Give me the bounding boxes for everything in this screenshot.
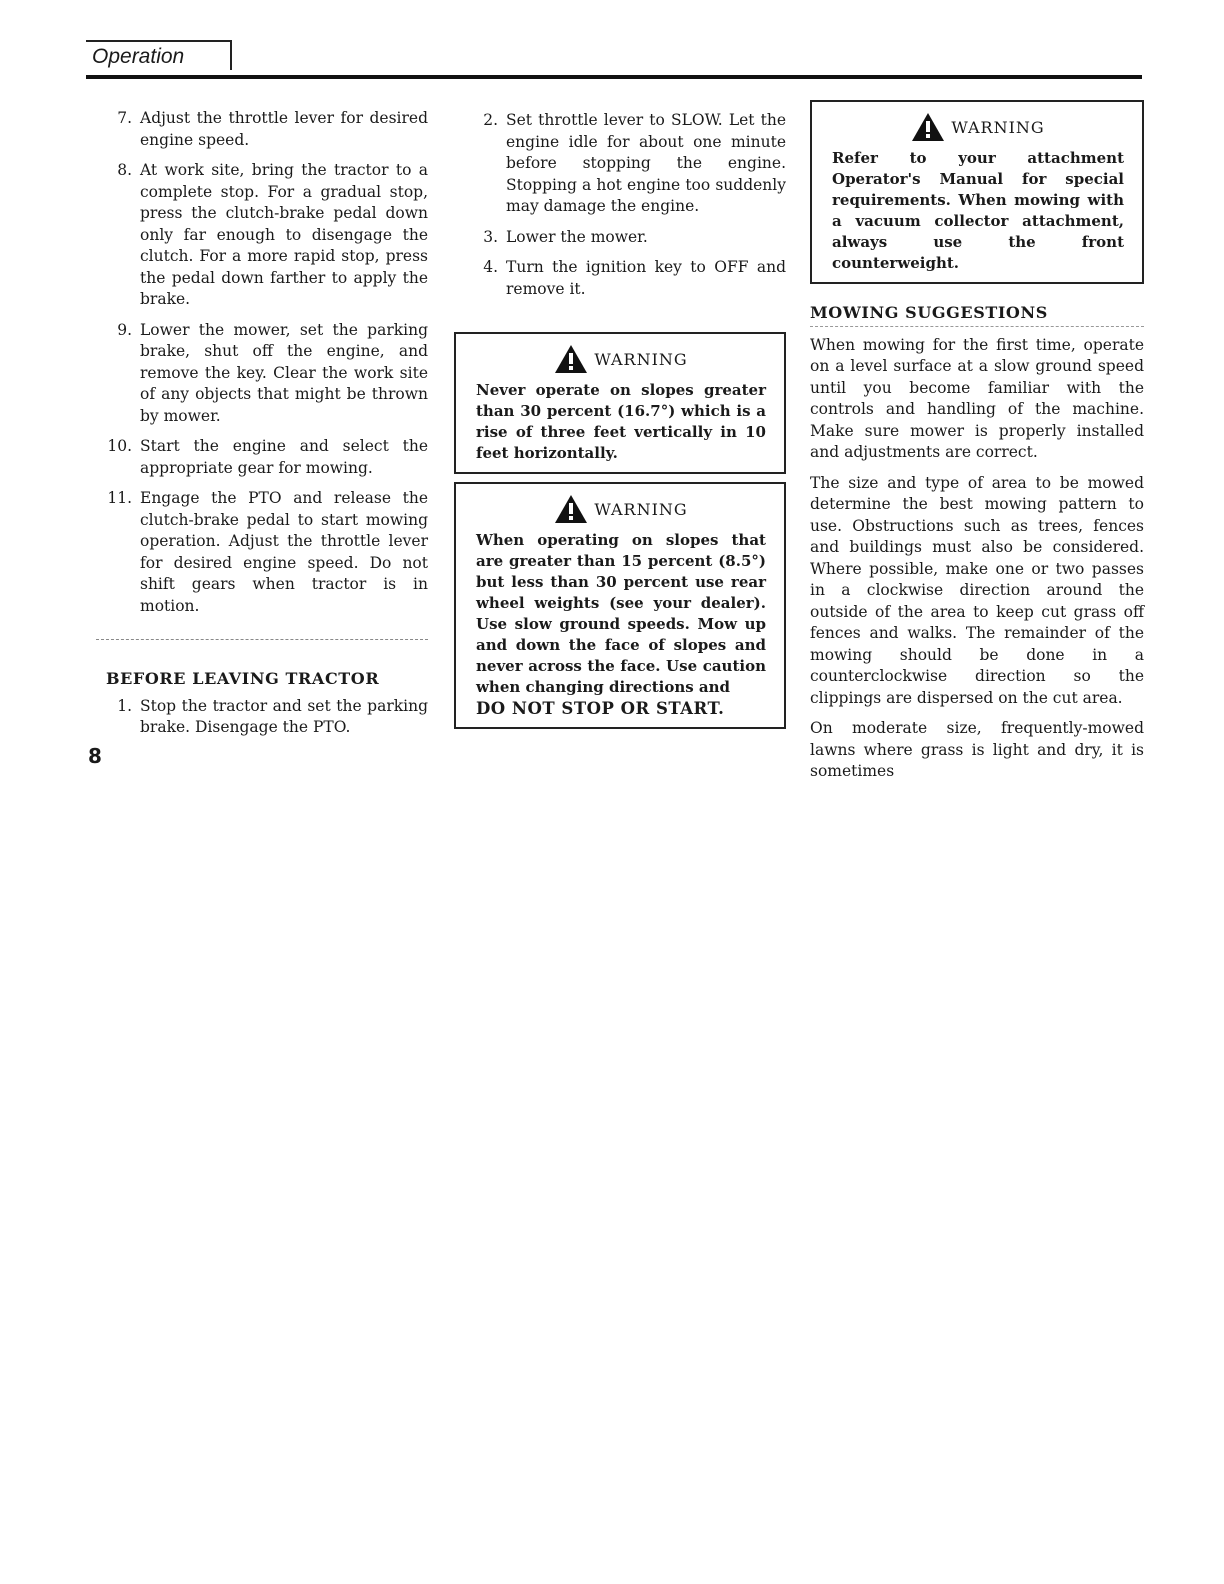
warning-title <box>832 112 1124 142</box>
mowing-suggestions-heading: MOWING SUGGESTIONS <box>810 302 1144 327</box>
step-item <box>106 108 428 151</box>
step-number: 1. <box>117 696 132 715</box>
warning-triangle-icon <box>554 494 588 524</box>
warning-triangle-icon <box>554 344 588 374</box>
step-text: Turn the ignition key to OFF and remove it. <box>506 258 786 298</box>
step-item <box>106 320 428 428</box>
step-number: 2. <box>483 111 498 129</box>
step-item <box>472 110 786 218</box>
section-header-tab <box>86 40 232 70</box>
warning-title-text: WARNING <box>594 499 688 519</box>
warning-box-slopes-15 <box>454 482 786 729</box>
paragraph: The size and type of area to be mowed determine the best mowing pattern to use. Obstructions such as trees, fences and buildings must also be considered. Where possible, make one or two passes in a clockwise direction around the outside of the area to keep cut grass off fences and walks. The remainder of the mowing should be done in a counterclockwise direction so the clippings are dispersed on the cut area. <box>810 473 1144 707</box>
page-number: 8 <box>88 744 102 768</box>
step-number: 4. <box>483 258 498 276</box>
step-text: Set throttle lever to SLOW. Let the engine idle for about one minute before stopping the engine. Stopping a hot engine too suddenly may damage the engine. <box>506 111 786 215</box>
warning-triangle-icon <box>911 112 945 142</box>
step-item <box>106 488 428 617</box>
step-number: 8. <box>117 161 132 179</box>
step-text: Lower the mower. <box>506 227 648 246</box>
warning-title-text: WARNING <box>951 117 1045 137</box>
before-leaving-heading: BEFORE LEAVING TRACTOR <box>106 669 380 688</box>
warning-title <box>476 494 766 524</box>
step-number: 3. <box>483 227 498 246</box>
step-item <box>106 160 428 311</box>
column-right <box>810 100 1144 792</box>
header-rule <box>86 75 1142 79</box>
warning-text: Refer to your attachment Operator's Manual for special requirements. When mowing with a vacuum collector attachment, always use the front counterweight. <box>832 149 1124 272</box>
step-number: 9. <box>117 320 132 339</box>
column-middle <box>472 110 786 737</box>
warning-text: Never operate on slopes greater than 30 percent (16.7°) which is a rise of three feet vertically in 10 feet horizontally. <box>476 381 766 462</box>
step-text: Adjust the throttle lever for desired engine speed. <box>140 109 428 149</box>
warning-title-text: WARNING <box>594 349 688 369</box>
section-divider <box>96 639 428 640</box>
warning-box-attachment <box>810 100 1144 284</box>
step-text: At work site, bring the tractor to a complete stop. For a gradual stop, press the clutch-brake pedal down only far enough to disengage the clutch. For a more rapid stop, press the pedal down farther to apply the brake. <box>140 161 428 308</box>
step-item <box>472 257 786 300</box>
step-number: 7. <box>117 109 132 127</box>
section-title: Operation <box>92 45 185 68</box>
column-left <box>106 108 428 748</box>
step-item <box>472 227 786 249</box>
step-item <box>106 436 428 479</box>
step-text: Start the engine and select the appropriate gear for mowing. <box>140 437 428 477</box>
step-number: 10. <box>107 437 132 455</box>
warning-emphasis: DO NOT STOP OR START. <box>476 699 725 718</box>
paragraph: On moderate size, frequently-mowed lawns where grass is light and dry, it is sometimes <box>810 719 1144 780</box>
step-item <box>106 696 428 739</box>
step-number: 11. <box>107 489 132 507</box>
warning-box-slopes-30 <box>454 332 786 474</box>
paragraph: When mowing for the first time, operate on a level surface at a slow ground speed until you become familiar with the controls and handling of the machine. Make sure mower is properly installed and adjustments are correct. <box>810 335 1144 461</box>
step-text: Stop the tractor and set the parking brake. Disengage the PTO. <box>140 696 428 736</box>
warning-text: When operating on slopes that are greater than 15 percent (8.5°) but less than 30 percent use rear wheel weights (see your dealer). Use slow ground speeds. Mow up and down the face of slopes and never across the face. Use caution when changing directions and <box>476 531 766 696</box>
warning-title <box>476 344 766 374</box>
step-text: Lower the mower, set the parking brake, shut off the engine, and remove the key. Clear the work site of any objects that might be thrown by mower. <box>140 320 428 425</box>
step-text: Engage the PTO and release the clutch-brake pedal to start mowing operation. Adjust the throttle lever for desired engine speed. Do not shift gears when tractor is in motion. <box>140 489 428 615</box>
